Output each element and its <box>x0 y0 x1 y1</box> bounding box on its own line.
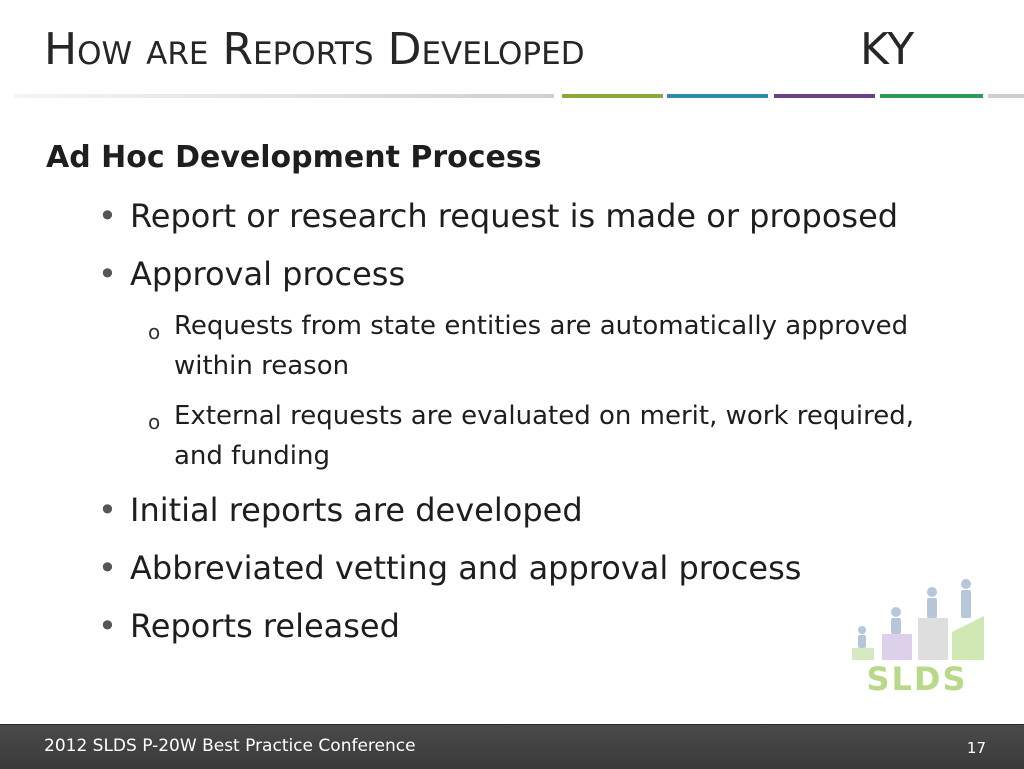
bullet-text: Report or research request is made or proposed <box>130 197 899 235</box>
bullet-dot: • <box>98 197 117 235</box>
title-divider-dark-green <box>880 94 983 98</box>
sub-bullet-text: Requests from state entities are automatically approved within reason <box>174 311 909 381</box>
footer-conference: 2012 SLDS P-20W Best Practice Conference <box>44 736 416 756</box>
bullet-text: Initial reports are developed <box>130 491 583 529</box>
footer-bar <box>0 724 1024 769</box>
logo-figure-head <box>891 607 901 617</box>
sub-bullet-dot: o <box>148 410 161 434</box>
bullet-text: Abbreviated vetting and approval process <box>130 549 802 587</box>
bullet-dot: • <box>98 549 117 587</box>
logo-figure <box>858 635 866 648</box>
logo-step <box>882 634 912 660</box>
sub-bullet-dot: o <box>148 320 161 344</box>
bullet-text: Approval process <box>130 255 406 293</box>
bullet-dot: • <box>98 255 117 293</box>
title-divider-purple <box>774 94 875 98</box>
sub-bullet-text: External requests are evaluated on merit, work required, and funding <box>174 401 914 471</box>
bullet-text: Reports released <box>130 607 400 645</box>
bullet-dot: • <box>98 491 117 529</box>
title-divider-end <box>988 94 1024 98</box>
logo-figure-head <box>858 626 866 634</box>
section-heading: Ad Hoc Development Process <box>46 140 542 175</box>
title-divider-teal <box>667 94 768 98</box>
title-divider-green <box>562 94 663 98</box>
slds-logo <box>848 578 986 696</box>
logo-figure-head <box>927 587 937 597</box>
logo-step <box>952 616 984 660</box>
page-number: 17 <box>966 739 986 757</box>
logo-figure-head <box>961 579 971 589</box>
slide-title: How are Reports Developed <box>44 24 585 75</box>
logo-figure <box>891 618 901 634</box>
state-label: KY <box>860 24 915 75</box>
title-divider-grey <box>14 94 554 98</box>
bullet-dot: • <box>98 607 117 645</box>
logo-step <box>918 618 948 660</box>
logo-text: SLDS <box>866 660 968 696</box>
logo-figure <box>927 598 937 618</box>
logo-step <box>852 648 874 660</box>
logo-figure <box>961 590 971 618</box>
